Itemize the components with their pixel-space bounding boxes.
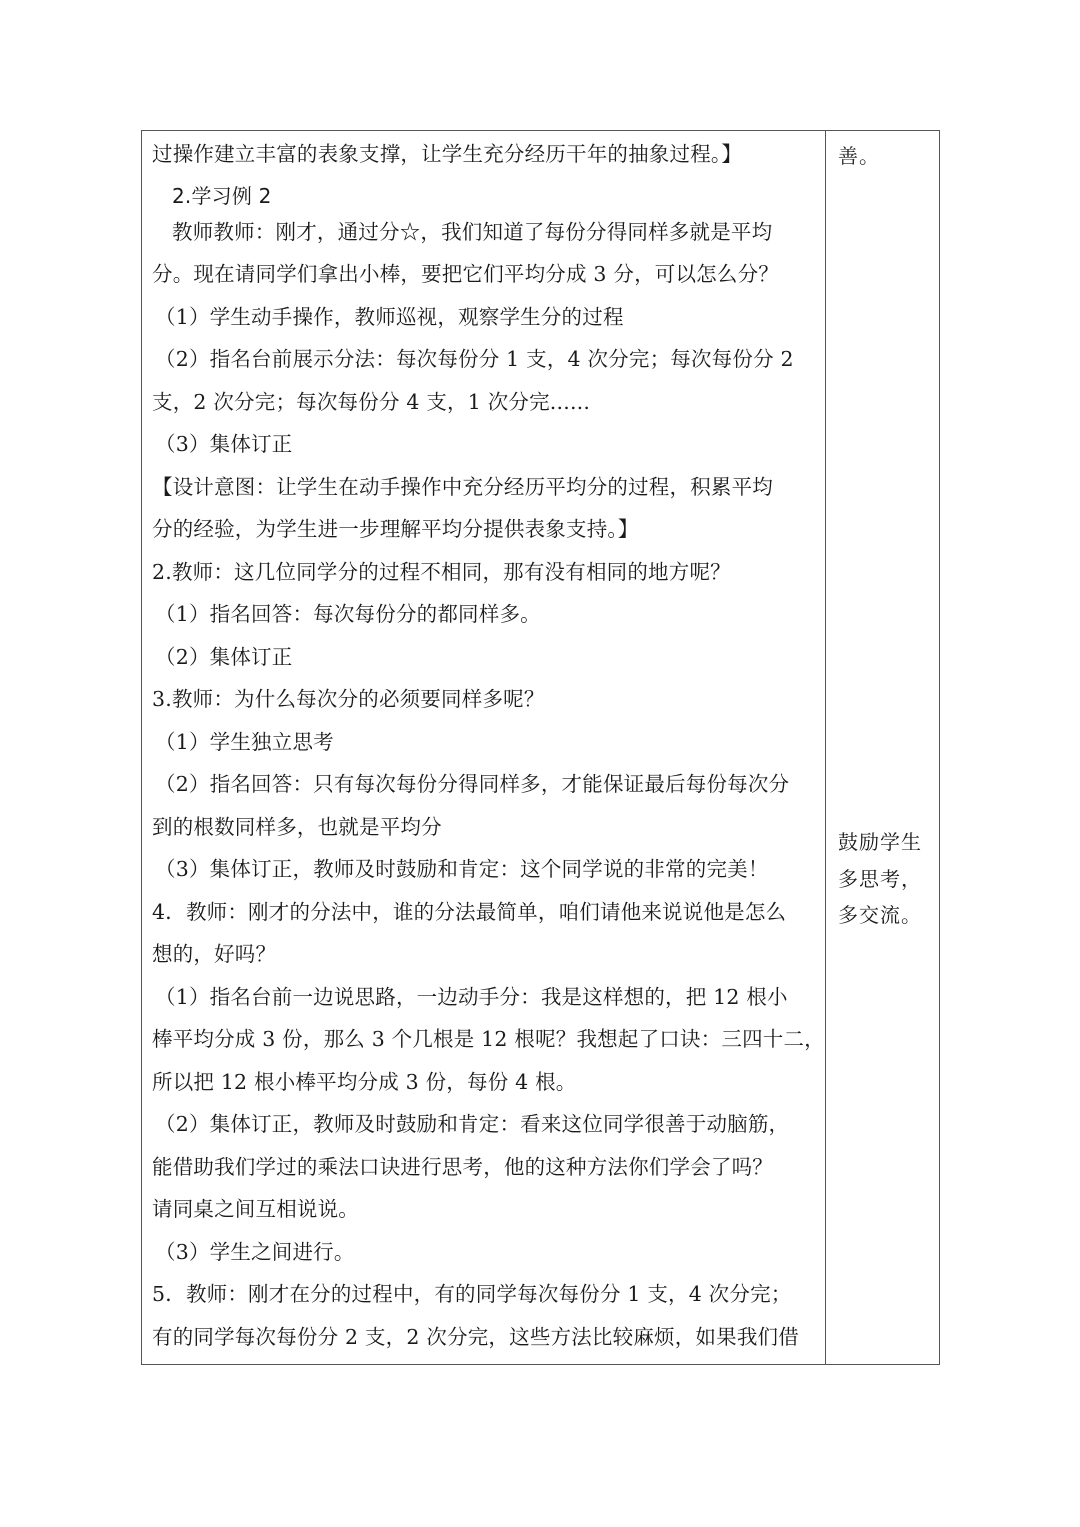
section-heading: 2.学习例 2	[172, 184, 272, 208]
text-line: 5．教师：刚才在分的过程中，有的同学每次每份分 1 支，4 次分完；	[152, 1282, 792, 1306]
text-line: 过操作建立丰富的表象支撑，让学生充分经历干年的抽象过程。】	[152, 142, 743, 166]
note-line: 多交流。	[838, 903, 922, 927]
text-line: 2.教师：这几位同学分的过程不相同，那有没有相同的地方呢？	[152, 560, 731, 584]
teaching-process-cell	[142, 131, 825, 1364]
text-line: 教师教师：刚才，通过分☆，我们知道了每份分得同样多就是平均	[172, 220, 773, 244]
text-line: 4．教师：刚才的分法中，谁的分法最简单，咱们请他来说说他是怎么	[152, 900, 787, 924]
text-line: 3.教师：为什么每次分的必须要同样多呢？	[152, 687, 545, 711]
note-line: 鼓励学生	[838, 830, 922, 854]
text-line: （3）集体订正	[155, 432, 293, 456]
note-line: 多思考，	[838, 867, 922, 891]
text-line: （1）指名回答：每次每份分的都同样多。	[155, 602, 541, 626]
text-line: 支，2 次分完；每次每份分 4 支，1 次分完......	[152, 390, 591, 414]
text-line: 棒平均分成 3 份，那么 3 个几根是 12 根呢？我想起了口诀：三四十二，	[152, 1027, 825, 1051]
text-line: （2）集体订正	[155, 645, 293, 669]
text-line: 能借助我们学过的乘法口诀进行思考，他的这种方法你们学会了吗？	[152, 1155, 773, 1179]
text-line: 请同桌之间互相说说。	[152, 1197, 359, 1221]
text-line: （1）指名台前一边说思路，一边动手分：我是这样想的，把 12 根小	[155, 985, 788, 1009]
text-line: （2）集体订正，教师及时鼓励和肯定：看来这位同学很善于动脑筋，	[155, 1112, 790, 1136]
text-line: （2）指名回答：只有每次每份分得同样多，才能保证最后每份每次分	[155, 772, 790, 796]
design-intent-line: 【设计意图：让学生在动手操作中充分经历平均分的过程，积累平均	[152, 475, 773, 499]
text-line: （1）学生独立思考	[155, 730, 334, 754]
text-line: 分。现在请同学们拿出小棒，要把它们平均分成 3 分，可以怎么分？	[152, 262, 779, 286]
text-line: （3）学生之间进行。	[155, 1240, 355, 1264]
text-line: （1）学生动手操作，教师巡视，观察学生分的过程	[155, 305, 624, 329]
design-intent-line: 分的经验，为学生进一步理解平均分提供表象支持。】	[152, 517, 639, 541]
text-line: 所以把 12 根小棒平均分成 3 份，每份 4 根。	[152, 1070, 577, 1094]
text-line: 到的根数同样多，也就是平均分	[152, 815, 442, 839]
text-line: （2）指名台前展示分法：每次每份分 1 支，4 次分完；每次每份分 2	[155, 347, 794, 371]
lesson-table	[141, 130, 940, 1365]
design-notes-cell	[826, 131, 939, 1364]
text-line: 有的同学每次每份分 2 支，2 次分完，这些方法比较麻烦，如果我们借	[152, 1325, 799, 1349]
text-line: 想的，好吗？	[152, 942, 277, 966]
text-line: （3）集体订正，教师及时鼓励和肯定：这个同学说的非常的完美！	[155, 857, 769, 881]
note-line: 善。	[838, 144, 880, 168]
